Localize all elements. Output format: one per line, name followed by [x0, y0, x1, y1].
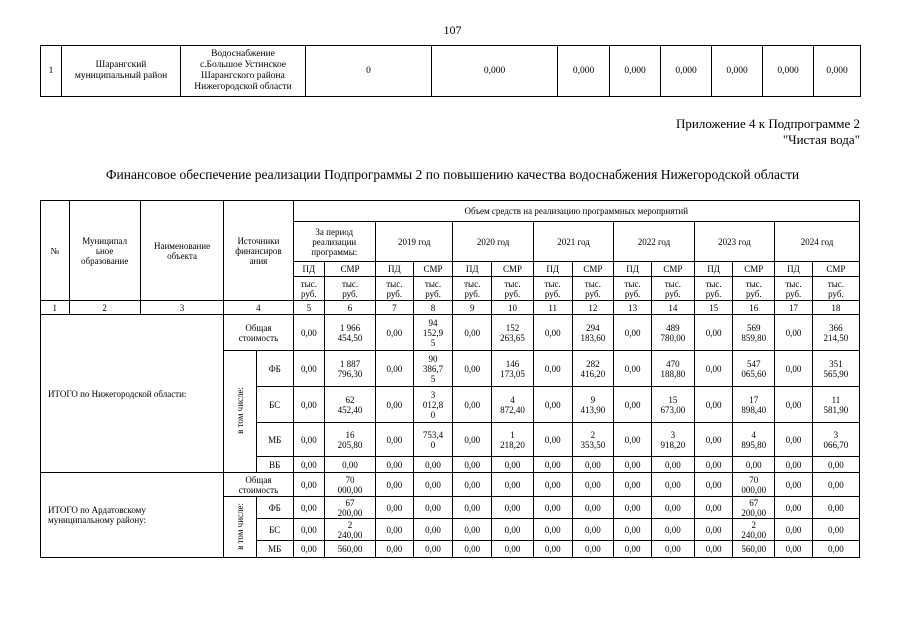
- value-cell: 0,00: [651, 457, 694, 473]
- value-cell: 17 898,40: [733, 387, 775, 423]
- column-number: 17: [775, 301, 813, 315]
- value-cell: 0,00: [775, 519, 813, 541]
- value-cell: 470 188,80: [651, 351, 694, 387]
- value-cell: 0,00: [614, 387, 652, 423]
- value-cell: 70 000,00: [325, 473, 376, 497]
- value-cell: 0,00: [775, 497, 813, 519]
- cell: 0,000: [712, 46, 763, 97]
- value-cell: 0,00: [492, 473, 534, 497]
- value-cell: 0,00: [533, 423, 572, 457]
- value-cell: 0,00: [376, 457, 414, 473]
- value-cell: 0,00: [614, 423, 652, 457]
- group-label: ИТОГО по Нижегородской области:: [41, 315, 224, 473]
- header-smr: СМР: [572, 262, 614, 277]
- including-label: [224, 351, 257, 473]
- source-label: ФБ: [256, 497, 293, 519]
- table-row: [41, 46, 861, 97]
- cell: Водоснабжение с.Большое Устинское Шарангского района Нижегородской области: [181, 46, 306, 97]
- column-number: 9: [453, 301, 492, 315]
- value-cell: 1 887 796,30: [325, 351, 376, 387]
- value-cell: 1 218,20: [492, 423, 534, 457]
- value-cell: 0,00: [694, 541, 733, 558]
- value-cell: 0,00: [533, 519, 572, 541]
- value-cell: 0,00: [812, 541, 859, 558]
- value-cell: 0,00: [775, 457, 813, 473]
- header-unit: тыс. руб.: [293, 277, 325, 301]
- value-cell: 0,00: [413, 457, 453, 473]
- value-cell: 0,00: [572, 457, 614, 473]
- value-cell: 0,00: [453, 473, 492, 497]
- header-pd: ПД: [694, 262, 733, 277]
- value-cell: 0,00: [533, 315, 572, 351]
- value-cell: 560,00: [733, 541, 775, 558]
- value-cell: 3 012,8 0: [413, 387, 453, 423]
- value-cell: 0,00: [413, 473, 453, 497]
- column-number: 4: [224, 301, 293, 315]
- value-cell: 0,00: [533, 457, 572, 473]
- value-cell: 0,00: [651, 497, 694, 519]
- value-cell: 569 859,80: [733, 315, 775, 351]
- value-cell: 366 214,50: [812, 315, 859, 351]
- cell: 0: [306, 46, 432, 97]
- value-cell: 0,00: [376, 541, 414, 558]
- appendix-note: [676, 116, 860, 148]
- value-cell: 16 205,80: [325, 423, 376, 457]
- header-period: 2024 год: [775, 222, 860, 262]
- header-smr: СМР: [733, 262, 775, 277]
- header-smr: СМР: [492, 262, 534, 277]
- header-unit: тыс. руб.: [651, 277, 694, 301]
- source-label: ВБ: [256, 457, 293, 473]
- including-label: [224, 497, 257, 558]
- source-label: МБ: [256, 541, 293, 558]
- value-cell: 0,00: [293, 457, 325, 473]
- column-number: 2: [69, 301, 140, 315]
- column-number: 3: [140, 301, 224, 315]
- document-title: Финансовое обеспечение реализации Подпрограммы 2 по повышению качества водоснабжения Нижегородской области: [105, 167, 800, 182]
- header-period: 2020 год: [453, 222, 533, 262]
- value-cell: 67 200,00: [733, 497, 775, 519]
- total-label: Общая стоимость: [224, 315, 293, 351]
- value-cell: 0,00: [453, 541, 492, 558]
- column-number: 18: [812, 301, 859, 315]
- including-text: в том числе:: [235, 387, 246, 434]
- value-cell: 547 065,60: [733, 351, 775, 387]
- header-object: Наименование объекта: [140, 201, 224, 301]
- value-cell: 0,00: [694, 457, 733, 473]
- value-cell: 0,00: [775, 351, 813, 387]
- cell: 0,000: [610, 46, 661, 97]
- value-cell: 0,00: [376, 519, 414, 541]
- value-cell: 0,00: [775, 473, 813, 497]
- column-number: 6: [325, 301, 376, 315]
- value-cell: 0,00: [453, 519, 492, 541]
- value-cell: 0,00: [293, 497, 325, 519]
- value-cell: 0,00: [533, 351, 572, 387]
- value-cell: 0,00: [293, 351, 325, 387]
- source-label: БС: [256, 519, 293, 541]
- header-period: 2019 год: [376, 222, 453, 262]
- financing-table: [40, 200, 860, 558]
- value-cell: 294 183,60: [572, 315, 614, 351]
- value-cell: 0,00: [492, 457, 534, 473]
- column-number: 15: [694, 301, 733, 315]
- column-number: 5: [293, 301, 325, 315]
- table-row: [41, 473, 860, 497]
- value-cell: 560,00: [325, 541, 376, 558]
- header-unit: тыс. руб.: [325, 277, 376, 301]
- value-cell: 0,00: [614, 497, 652, 519]
- header-unit: тыс. руб.: [376, 277, 414, 301]
- value-cell: 0,00: [775, 315, 813, 351]
- value-cell: 0,00: [293, 473, 325, 497]
- header-period: За период реализации программы:: [293, 222, 375, 262]
- header-no: №: [41, 201, 70, 301]
- value-cell: 0,00: [413, 541, 453, 558]
- value-cell: 0,00: [376, 497, 414, 519]
- value-cell: 0,00: [492, 541, 534, 558]
- value-cell: 0,00: [293, 541, 325, 558]
- value-cell: 0,00: [694, 351, 733, 387]
- value-cell: 0,00: [453, 423, 492, 457]
- value-cell: 0,00: [775, 541, 813, 558]
- column-number: 10: [492, 301, 534, 315]
- value-cell: 2 353,50: [572, 423, 614, 457]
- value-cell: 0,00: [453, 387, 492, 423]
- header-smr: СМР: [325, 262, 376, 277]
- value-cell: 0,00: [572, 541, 614, 558]
- header-sources: Источники финансиров ания: [224, 201, 293, 301]
- header-pd: ПД: [453, 262, 492, 277]
- value-cell: 0,00: [614, 457, 652, 473]
- value-cell: 70 000,00: [733, 473, 775, 497]
- column-number: 11: [533, 301, 572, 315]
- cell: 0,000: [558, 46, 610, 97]
- value-cell: 0,00: [812, 473, 859, 497]
- header-unit: тыс. руб.: [413, 277, 453, 301]
- value-cell: 4 895,80: [733, 423, 775, 457]
- value-cell: 0,00: [572, 519, 614, 541]
- header-unit: тыс. руб.: [533, 277, 572, 301]
- group-label: ИТОГО по Ардатовскому муниципальному району:: [41, 473, 224, 558]
- value-cell: 0,00: [376, 315, 414, 351]
- column-number: 14: [651, 301, 694, 315]
- header-unit: тыс. руб.: [453, 277, 492, 301]
- value-cell: 0,00: [651, 519, 694, 541]
- value-cell: 753,4 0: [413, 423, 453, 457]
- value-cell: 0,00: [694, 519, 733, 541]
- value-cell: 0,00: [453, 497, 492, 519]
- page-number: 107: [443, 23, 462, 37]
- value-cell: 0,00: [614, 519, 652, 541]
- value-cell: 67 200,00: [325, 497, 376, 519]
- value-cell: 0,00: [812, 457, 859, 473]
- including-text: в том числе:: [235, 502, 246, 550]
- value-cell: 0,00: [572, 497, 614, 519]
- header-unit: тыс. руб.: [614, 277, 652, 301]
- header-period: 2021 год: [533, 222, 613, 262]
- value-cell: 0,00: [376, 387, 414, 423]
- header-municipality: Муниципал ьное образование: [69, 201, 140, 301]
- value-cell: 11 581,90: [812, 387, 859, 423]
- cell: 0,000: [763, 46, 814, 97]
- cell: 0,000: [432, 46, 558, 97]
- value-cell: 0,00: [694, 315, 733, 351]
- value-cell: 9 413,90: [572, 387, 614, 423]
- header-volume: Объем средств на реализацию программных мероприятий: [293, 201, 859, 222]
- column-number: 13: [614, 301, 652, 315]
- value-cell: 0,00: [325, 457, 376, 473]
- value-cell: 0,00: [293, 519, 325, 541]
- value-cell: 0,00: [376, 351, 414, 387]
- column-number: 12: [572, 301, 614, 315]
- value-cell: 0,00: [572, 473, 614, 497]
- value-cell: 0,00: [775, 423, 813, 457]
- previous-page-table: [40, 45, 861, 97]
- value-cell: 0,00: [775, 387, 813, 423]
- value-cell: 0,00: [293, 387, 325, 423]
- value-cell: 0,00: [492, 497, 534, 519]
- value-cell: 0,00: [614, 473, 652, 497]
- value-cell: 2 240,00: [733, 519, 775, 541]
- value-cell: 94 152,9 5: [413, 315, 453, 351]
- value-cell: 0,00: [694, 387, 733, 423]
- header-smr: СМР: [413, 262, 453, 277]
- header-unit: тыс. руб.: [775, 277, 813, 301]
- value-cell: 0,00: [694, 497, 733, 519]
- value-cell: 0,00: [533, 541, 572, 558]
- value-cell: 0,00: [453, 457, 492, 473]
- column-number-row: [41, 301, 860, 315]
- source-label: БС: [256, 387, 293, 423]
- value-cell: 0,00: [293, 423, 325, 457]
- header-unit: тыс. руб.: [492, 277, 534, 301]
- value-cell: 0,00: [413, 519, 453, 541]
- column-number: 1: [41, 301, 70, 315]
- value-cell: 0,00: [694, 423, 733, 457]
- header-smr: СМР: [812, 262, 859, 277]
- column-number: 16: [733, 301, 775, 315]
- value-cell: 4 872,40: [492, 387, 534, 423]
- total-label: Общая стоимость: [224, 473, 293, 497]
- header-pd: ПД: [775, 262, 813, 277]
- header-unit: тыс. руб.: [572, 277, 614, 301]
- source-label: МБ: [256, 423, 293, 457]
- header-row: [41, 201, 860, 222]
- header-period: 2023 год: [694, 222, 774, 262]
- value-cell: 0,00: [293, 315, 325, 351]
- header-pd: ПД: [614, 262, 652, 277]
- header-pd: ПД: [293, 262, 325, 277]
- cell: 1: [41, 46, 62, 97]
- source-label: ФБ: [256, 351, 293, 387]
- value-cell: 1 966 454,50: [325, 315, 376, 351]
- value-cell: 0,00: [733, 457, 775, 473]
- header-unit: тыс. руб.: [812, 277, 859, 301]
- value-cell: 3 066,70: [812, 423, 859, 457]
- header-pd: ПД: [376, 262, 414, 277]
- value-cell: 282 416,20: [572, 351, 614, 387]
- value-cell: 351 565,90: [812, 351, 859, 387]
- value-cell: 0,00: [376, 423, 414, 457]
- value-cell: 0,00: [614, 351, 652, 387]
- value-cell: 0,00: [812, 519, 859, 541]
- value-cell: 90 386,7 5: [413, 351, 453, 387]
- appendix-line: Приложение 4 к Подпрограмме 2: [676, 116, 860, 131]
- value-cell: 0,00: [453, 315, 492, 351]
- value-cell: 0,00: [533, 497, 572, 519]
- value-cell: 3 918,20: [651, 423, 694, 457]
- value-cell: 62 452,40: [325, 387, 376, 423]
- value-cell: 0,00: [651, 473, 694, 497]
- cell: 0,000: [814, 46, 861, 97]
- value-cell: 0,00: [533, 387, 572, 423]
- cell: 0,000: [661, 46, 712, 97]
- value-cell: 0,00: [376, 473, 414, 497]
- appendix-line: "Чистая вода": [782, 132, 860, 147]
- value-cell: 489 780,00: [651, 315, 694, 351]
- value-cell: 152 263,65: [492, 315, 534, 351]
- value-cell: 0,00: [492, 519, 534, 541]
- cell: Шарангский муниципальный район: [62, 46, 181, 97]
- value-cell: 0,00: [413, 497, 453, 519]
- header-pd: ПД: [533, 262, 572, 277]
- header-smr: СМР: [651, 262, 694, 277]
- value-cell: 2 240,00: [325, 519, 376, 541]
- value-cell: 146 173,05: [492, 351, 534, 387]
- value-cell: 0,00: [614, 541, 652, 558]
- value-cell: 15 673,00: [651, 387, 694, 423]
- column-number: 7: [376, 301, 414, 315]
- header-unit: тыс. руб.: [694, 277, 733, 301]
- column-number: 8: [413, 301, 453, 315]
- header-period: 2022 год: [614, 222, 694, 262]
- header-unit: тыс. руб.: [733, 277, 775, 301]
- value-cell: 0,00: [533, 473, 572, 497]
- table-row: [41, 315, 860, 351]
- value-cell: 0,00: [694, 473, 733, 497]
- value-cell: 0,00: [453, 351, 492, 387]
- value-cell: 0,00: [812, 497, 859, 519]
- value-cell: 0,00: [651, 541, 694, 558]
- value-cell: 0,00: [614, 315, 652, 351]
